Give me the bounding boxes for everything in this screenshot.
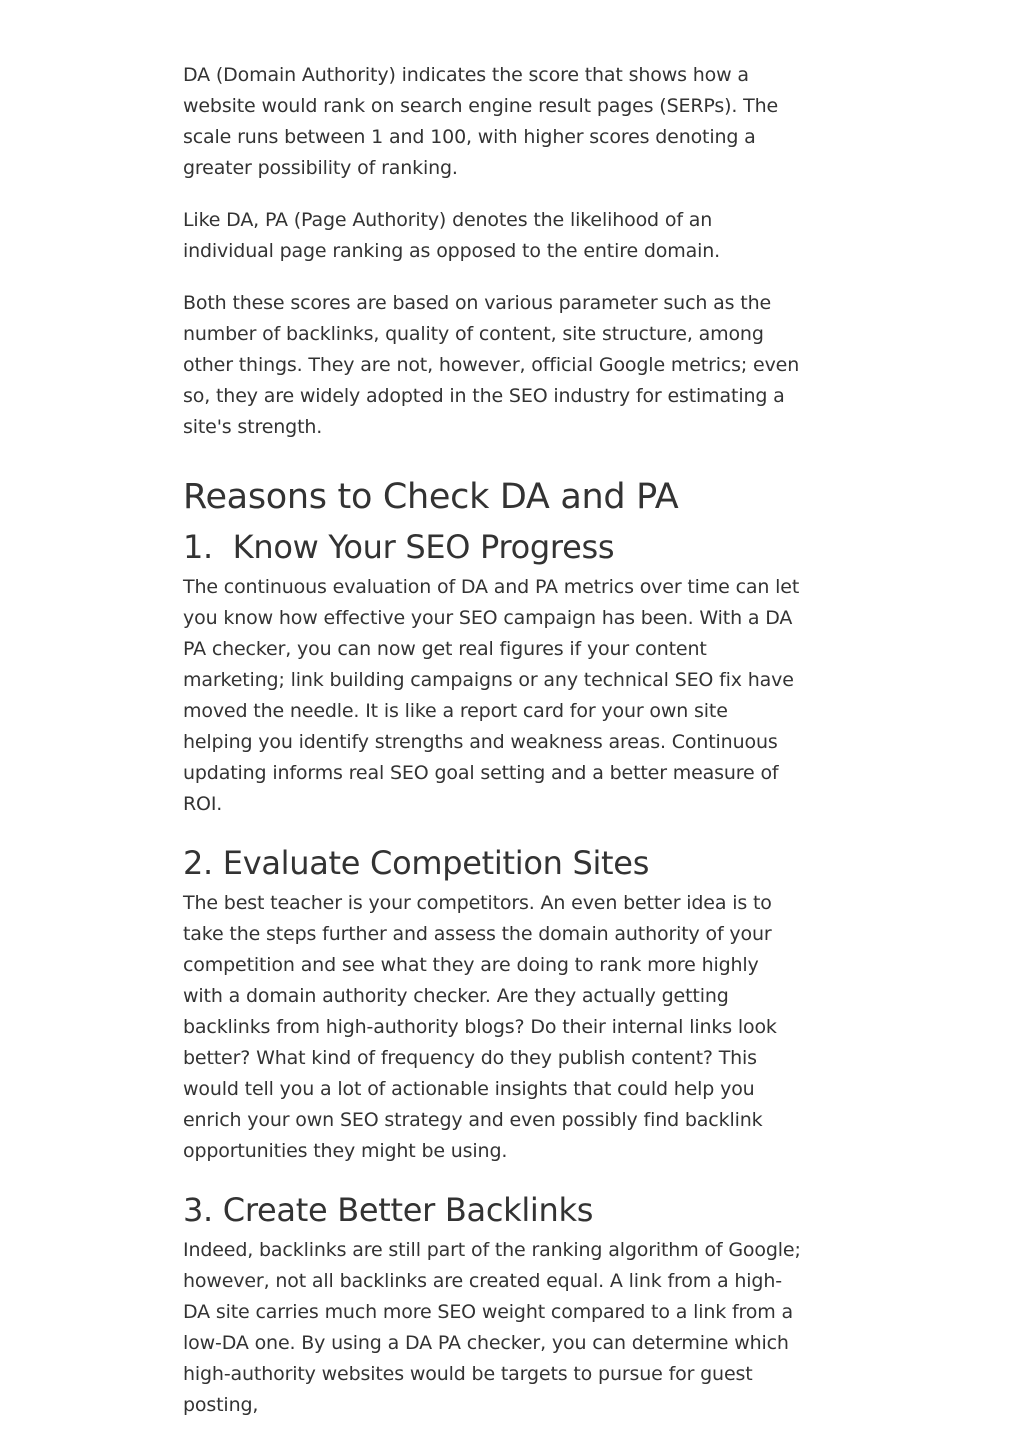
intro-paragraph-pa: Like DA, PA (Page Authority) denotes the likelihood of an individual page ranking as opposed to the entire domain. <box>183 209 721 262</box>
subsection-title: 1. Know Your SEO Progress <box>183 528 615 566</box>
article-content <box>183 60 801 1421</box>
subsection-title: 3. Create Better Backlinks <box>183 1191 594 1229</box>
subsection-body: The best teacher is your competitors. An even better idea is to take the steps further and assess the domain authority of your competition and see what they are doing to rank more highly with a domain authority checker. Are they actually getting backlinks from high-authority blogs? Do their internal links look better? What kind of frequency do they publish content? This would tell you a lot of actionable insights that could help you enrich your own SEO strategy and even possibly find backlink opportunities they might be using. <box>183 892 777 1162</box>
section-heading: Reasons to Check DA and PA <box>183 477 679 517</box>
intro-paragraph-scores: Both these scores are based on various parameter such as the number of backlinks, quality of content, site structure, among other things. They are not, however, official Google metrics; even so, they are widely adopted in the SEO industry for estimating a site's strength. <box>183 292 800 438</box>
subsection-body: Indeed, backlinks are still part of the ranking algorithm of Google; however, not all backlinks are created equal. A link from a high-DA site carries much more SEO weight compared to a link from a low-DA one. By using a DA PA checker, you can determine which high-authority websites would be targets to pursue for guest posting, <box>183 1239 801 1416</box>
section-better-backlinks <box>183 1189 801 1421</box>
subsection-body: The continuous evaluation of DA and PA metrics over time can let you know how effective your SEO campaign has been. With a DA PA checker, you can now get real figures if your content marketing; link building campaigns or any technical SEO fix have moved the needle. It is like a report card for your own site helping you identify strengths and weakness areas. Continuous updating informs real SEO goal setting and a better measure of ROI. <box>183 576 800 815</box>
section-competition-sites <box>183 842 801 1167</box>
intro-paragraph-da: DA (Domain Authority) indicates the score that shows how a website would rank on search engine result pages (SERPs). The scale runs between 1 and 100, with higher scores denoting a greater possibility of ranking. <box>183 64 779 179</box>
section-seo-progress <box>183 526 801 820</box>
subsection-title: 2. Evaluate Competition Sites <box>183 844 650 882</box>
